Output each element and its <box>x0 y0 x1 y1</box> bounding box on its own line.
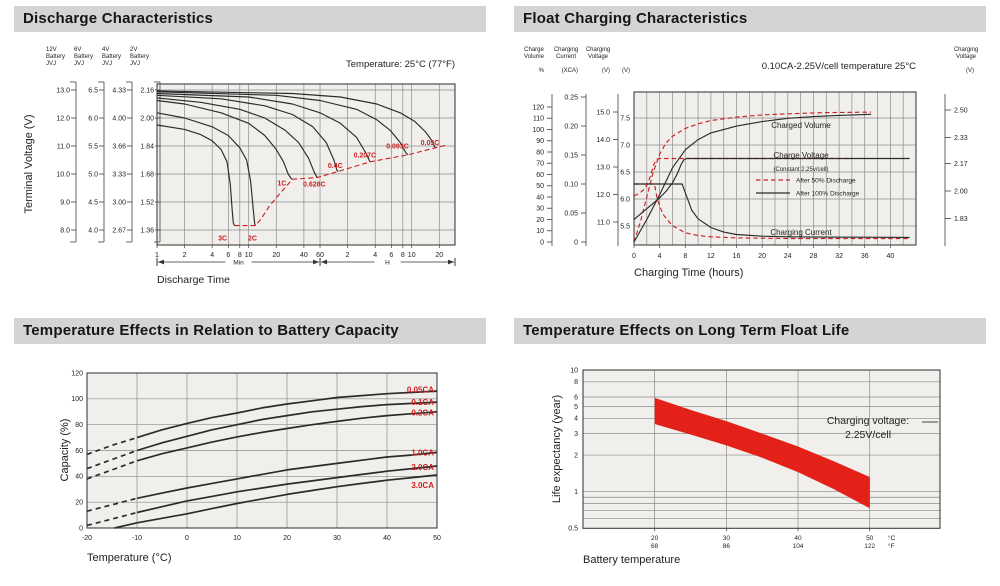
svg-text:10: 10 <box>233 535 241 542</box>
svg-text:50: 50 <box>536 183 544 191</box>
svg-text:After 50% Discharge: After 50% Discharge <box>796 177 856 185</box>
svg-text:(XCA): (XCA) <box>561 68 578 74</box>
svg-text:2.25V/cell: 2.25V/cell <box>844 429 892 441</box>
svg-text:JVJ: JVJ <box>130 61 141 67</box>
svg-text:4.00: 4.00 <box>112 115 126 123</box>
x-axis-title: Discharge Time <box>157 274 230 286</box>
svg-text:0: 0 <box>185 535 189 542</box>
svg-text:60: 60 <box>536 171 544 179</box>
svg-text:3.66: 3.66 <box>112 143 126 151</box>
svg-text:10: 10 <box>570 367 578 375</box>
svg-text:40: 40 <box>536 194 544 202</box>
svg-text:Battery: Battery <box>102 54 122 60</box>
svg-text:4: 4 <box>657 253 662 260</box>
svg-text:2.00: 2.00 <box>140 115 154 123</box>
svg-text:20: 20 <box>758 253 767 260</box>
svg-text:6.5: 6.5 <box>620 169 630 177</box>
svg-text:8.0: 8.0 <box>60 227 70 235</box>
svg-text:120: 120 <box>532 104 544 112</box>
svg-text:Charging: Charging <box>553 47 579 53</box>
svg-text:13.0: 13.0 <box>596 164 610 172</box>
svg-text:1: 1 <box>155 252 159 259</box>
svg-text:60: 60 <box>316 252 324 259</box>
svg-text:Charge Voltage: Charge Voltage <box>773 151 829 160</box>
panel-title-float-life: Temperature Effects on Long Term Float Life <box>514 318 986 344</box>
svg-text:12V: 12V <box>46 47 57 53</box>
svg-text:110: 110 <box>532 115 544 123</box>
svg-text:5.0: 5.0 <box>88 171 98 179</box>
svg-text:Min: Min <box>233 259 244 267</box>
svg-text:9.0: 9.0 <box>60 199 70 207</box>
svg-text:104: 104 <box>792 543 804 550</box>
svg-text:1.0CA: 1.0CA <box>411 448 434 458</box>
svg-text:0.207C: 0.207C <box>353 152 377 160</box>
right-scale-column <box>945 47 978 246</box>
svg-text:28: 28 <box>809 253 818 260</box>
svg-text:4: 4 <box>574 415 578 423</box>
svg-text:3C: 3C <box>218 235 228 243</box>
svg-text:6.0: 6.0 <box>620 196 630 204</box>
svg-text:%: % <box>538 68 544 74</box>
svg-text:1.68: 1.68 <box>140 171 154 179</box>
svg-text:20: 20 <box>272 252 281 259</box>
svg-text:H: H <box>385 259 390 267</box>
svg-text:0.1CA: 0.1CA <box>411 398 434 408</box>
x-axis-title: Charging Time (hours) <box>634 267 744 279</box>
svg-text:40: 40 <box>794 535 802 542</box>
svg-text:0: 0 <box>574 239 578 247</box>
svg-text:10.0: 10.0 <box>56 171 70 179</box>
svg-text:Charging Current: Charging Current <box>770 228 832 237</box>
svg-text:JVJ: JVJ <box>46 61 57 67</box>
svg-text:80: 80 <box>75 421 83 429</box>
svg-text:8: 8 <box>574 379 578 387</box>
svg-text:Voltage: Voltage <box>587 54 609 60</box>
svg-text:Battery: Battery <box>46 54 66 60</box>
svg-text:8: 8 <box>683 253 688 260</box>
svg-text:Charging voltage:: Charging voltage: <box>826 415 910 427</box>
svg-text:Charged Volume: Charged Volume <box>771 121 831 130</box>
panel-title-discharge: Discharge Characteristics <box>14 6 486 32</box>
svg-text:30: 30 <box>333 535 341 542</box>
svg-text:Charging: Charging <box>585 47 611 53</box>
svg-text:Volume: Volume <box>523 54 545 60</box>
svg-text:90: 90 <box>536 138 544 146</box>
x-axis-title: Temperature (°C) <box>87 552 172 564</box>
svg-text:80: 80 <box>536 149 544 157</box>
svg-text:30: 30 <box>722 535 730 542</box>
svg-text:68: 68 <box>651 543 659 550</box>
svg-text:0.628C: 0.628C <box>303 181 326 189</box>
svg-text:5: 5 <box>574 403 578 411</box>
svg-text:1.52: 1.52 <box>140 199 154 207</box>
svg-text:6V: 6V <box>74 47 82 53</box>
svg-text:°F: °F <box>888 543 895 550</box>
x-axis <box>632 245 894 260</box>
svg-text:Battery: Battery <box>130 54 150 60</box>
svg-text:(Constant 2.25v/cell): (Constant 2.25v/cell) <box>773 167 829 173</box>
y-axis-title: Terminal Voltage (V) <box>23 114 35 214</box>
svg-text:JVJ: JVJ <box>102 61 113 67</box>
svg-text:2C: 2C <box>247 235 257 243</box>
svg-text:15.0: 15.0 <box>596 109 610 117</box>
svg-text:0.05C: 0.05C <box>420 140 440 148</box>
temperature-note: Temperature: 25°C (77°F) <box>346 59 455 70</box>
discharge-characteristics-chart <box>14 36 500 312</box>
svg-text:2.67: 2.67 <box>112 227 126 235</box>
svg-text:40: 40 <box>383 535 391 542</box>
svg-text:40: 40 <box>75 473 83 481</box>
svg-text:86: 86 <box>722 543 730 550</box>
svg-text:13.0: 13.0 <box>56 87 70 95</box>
svg-text:3.33: 3.33 <box>112 171 126 179</box>
svg-text:0.15: 0.15 <box>564 152 578 160</box>
svg-text:-10: -10 <box>131 535 143 542</box>
svg-text:24: 24 <box>783 253 792 260</box>
svg-text:0: 0 <box>79 525 83 533</box>
svg-text:120: 120 <box>71 370 83 378</box>
svg-text:JVJ: JVJ <box>74 61 85 67</box>
svg-text:2: 2 <box>574 452 578 460</box>
svg-text:(V): (V) <box>602 68 610 74</box>
svg-text:7.5: 7.5 <box>620 115 630 123</box>
svg-text:Battery: Battery <box>74 54 94 60</box>
svg-text:5.5: 5.5 <box>620 223 630 231</box>
svg-text:0.10: 0.10 <box>564 181 578 189</box>
svg-text:20: 20 <box>536 216 544 224</box>
left-scale-columns <box>524 47 630 246</box>
svg-text:4.0: 4.0 <box>88 227 98 235</box>
svg-text:1C: 1C <box>277 180 287 188</box>
svg-text:0.5: 0.5 <box>568 525 578 533</box>
svg-text:After 100% Discharge: After 100% Discharge <box>796 190 860 198</box>
svg-text:3.00: 3.00 <box>112 199 126 207</box>
svg-text:6.5: 6.5 <box>88 87 98 95</box>
svg-text:Charge: Charge <box>524 47 544 53</box>
svg-text:0.4C: 0.4C <box>327 162 343 170</box>
svg-text:1: 1 <box>574 489 578 496</box>
svg-text:4V: 4V <box>102 47 110 53</box>
x-axis-title: Battery temperature <box>583 554 681 566</box>
svg-text:(V): (V) <box>966 68 974 74</box>
svg-text:0.25: 0.25 <box>564 94 578 102</box>
svg-text:3: 3 <box>574 430 578 438</box>
svg-text:2: 2 <box>345 252 350 259</box>
svg-text:40: 40 <box>299 252 308 259</box>
svg-text:0: 0 <box>632 253 636 260</box>
svg-text:10: 10 <box>536 228 544 236</box>
svg-text:12.0: 12.0 <box>56 115 70 123</box>
svg-text:40: 40 <box>886 253 895 260</box>
svg-text:16: 16 <box>732 253 741 260</box>
svg-text:8: 8 <box>400 252 405 259</box>
svg-text:10: 10 <box>407 252 416 259</box>
voltage-scale-columns <box>46 47 160 242</box>
svg-text:1.36: 1.36 <box>140 227 154 235</box>
svg-text:Charging: Charging <box>953 47 979 53</box>
svg-text:20: 20 <box>75 499 83 507</box>
temperature-capacity-chart <box>14 348 500 586</box>
svg-text:0.05CA: 0.05CA <box>406 385 434 395</box>
svg-text:3.0CA: 3.0CA <box>411 480 434 490</box>
svg-text:12.0: 12.0 <box>596 191 610 199</box>
svg-text:2.16: 2.16 <box>140 87 154 95</box>
svg-text:50: 50 <box>866 535 874 542</box>
svg-text:100: 100 <box>71 396 83 404</box>
svg-text:70: 70 <box>536 160 544 168</box>
svg-text:60: 60 <box>75 447 83 455</box>
y-axis-title: Life expectancy (year) <box>551 394 563 504</box>
svg-text:-20: -20 <box>81 535 93 542</box>
svg-text:0.05: 0.05 <box>564 210 578 218</box>
svg-text:20: 20 <box>435 252 444 259</box>
svg-text:5.5: 5.5 <box>88 143 98 151</box>
svg-text:11.0: 11.0 <box>56 143 70 151</box>
condition-note: 0.10CA-2.25V/cell temperature 25°C <box>761 61 916 72</box>
svg-text:20: 20 <box>651 535 659 542</box>
svg-text:4: 4 <box>210 252 215 259</box>
svg-text:2.17: 2.17 <box>954 160 968 168</box>
svg-text:6: 6 <box>226 252 231 259</box>
svg-text:1.83: 1.83 <box>954 215 968 223</box>
svg-text:12: 12 <box>707 253 715 260</box>
svg-text:2V: 2V <box>130 47 138 53</box>
svg-text:4.5: 4.5 <box>88 199 98 207</box>
svg-text:122: 122 <box>864 543 876 550</box>
svg-text:20: 20 <box>283 535 291 542</box>
svg-text:2: 2 <box>182 252 187 259</box>
svg-text:(V): (V) <box>622 68 630 74</box>
svg-text:2.0CA: 2.0CA <box>411 462 434 472</box>
svg-text:100: 100 <box>532 126 544 134</box>
svg-text:2.50: 2.50 <box>954 107 968 115</box>
svg-text:14.0: 14.0 <box>596 136 610 144</box>
svg-text:0.093C: 0.093C <box>386 143 409 151</box>
svg-text:0.20: 0.20 <box>564 123 578 131</box>
y-axis-title: Capacity (%) <box>59 418 71 482</box>
svg-text:32: 32 <box>835 253 843 260</box>
svg-text:6: 6 <box>389 252 394 259</box>
svg-text:30: 30 <box>536 205 544 213</box>
float-charging-chart <box>514 36 1000 312</box>
svg-text:4: 4 <box>373 252 378 259</box>
x-axis <box>155 245 455 266</box>
svg-text:Voltage: Voltage <box>955 54 977 60</box>
svg-text:4.33: 4.33 <box>112 87 126 95</box>
panel-title-float-charging: Float Charging Characteristics <box>514 6 986 32</box>
svg-text:10: 10 <box>244 252 253 259</box>
svg-text:Current: Current <box>555 54 577 60</box>
svg-text:7.0: 7.0 <box>620 142 630 150</box>
panel-title-temp-capacity: Temperature Effects in Relation to Battery Capacity <box>14 318 486 344</box>
svg-text:1.84: 1.84 <box>140 143 154 151</box>
svg-text:2.33: 2.33 <box>954 134 968 142</box>
svg-text:8: 8 <box>237 252 242 259</box>
svg-text:°C: °C <box>888 535 896 542</box>
svg-text:50: 50 <box>433 535 441 542</box>
svg-text:0: 0 <box>540 239 544 247</box>
svg-text:6.0: 6.0 <box>88 115 98 123</box>
float-life-chart <box>514 348 1000 586</box>
svg-text:36: 36 <box>860 253 869 260</box>
svg-text:0.2CA: 0.2CA <box>411 408 434 418</box>
svg-text:11.0: 11.0 <box>596 219 610 227</box>
svg-text:6: 6 <box>574 394 578 402</box>
svg-text:2.00: 2.00 <box>954 188 968 196</box>
